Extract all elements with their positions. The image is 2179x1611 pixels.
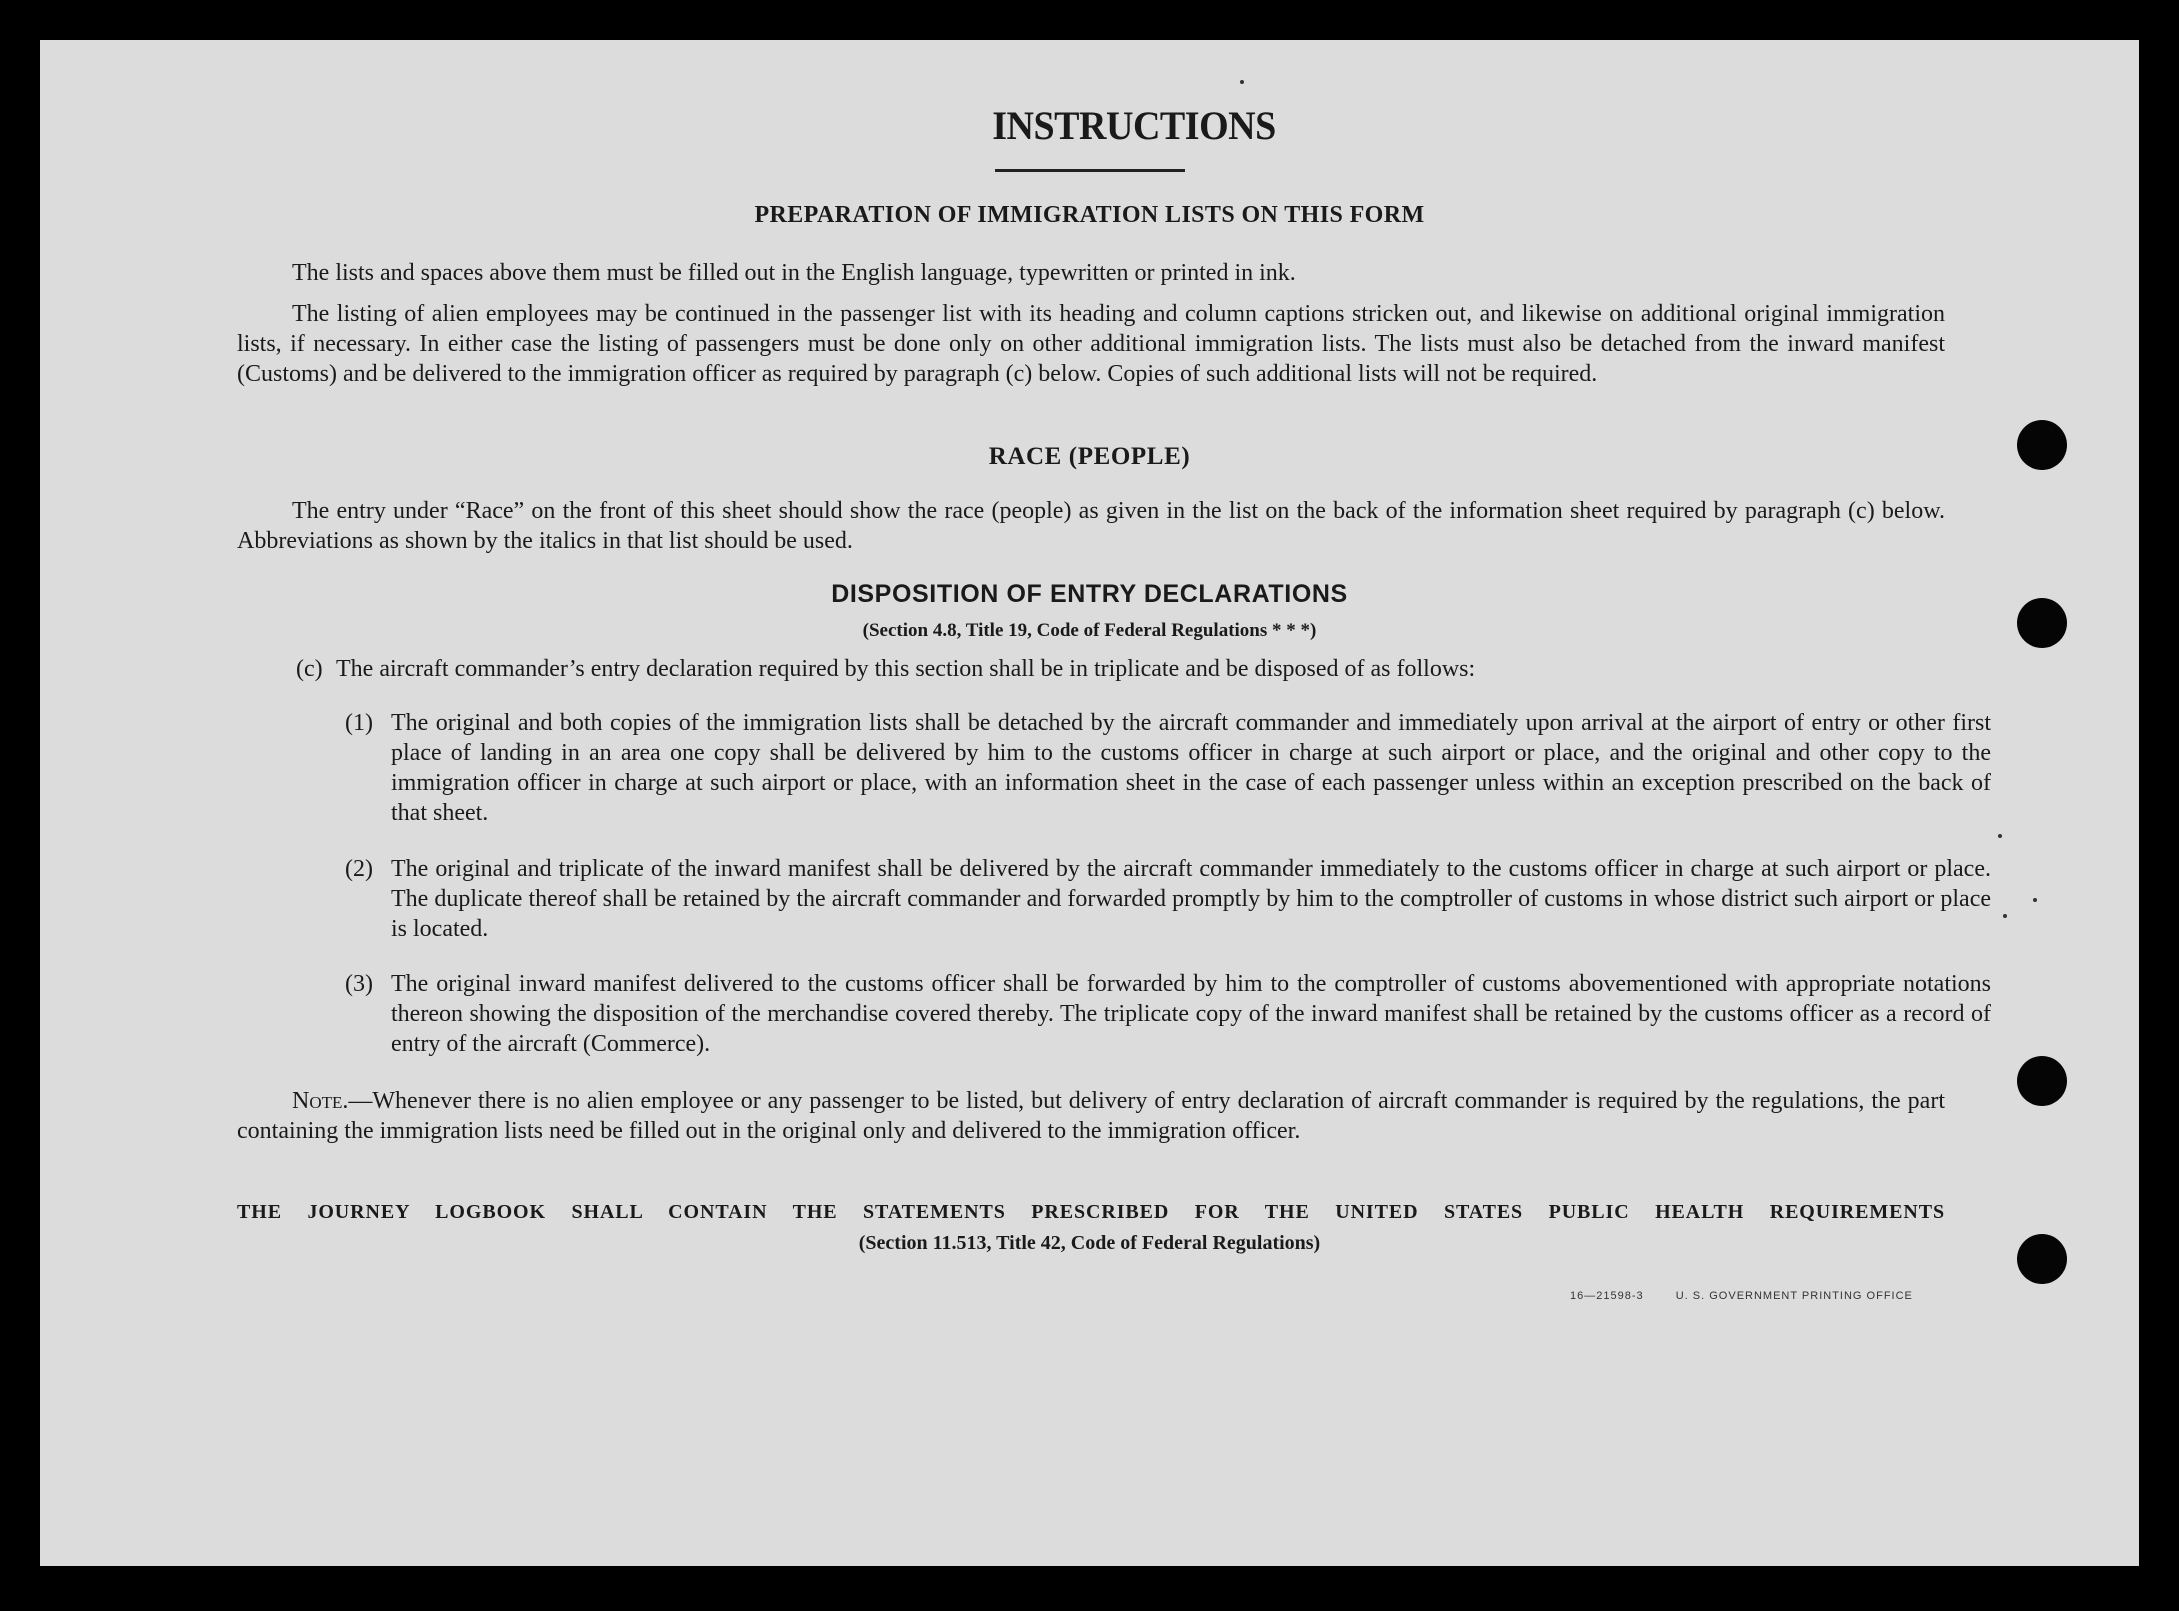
paragraph-alien-employees: The listing of alien employees may be continued in the passenger list with its heading and column captions stricken out, and likewise on additional original immigration lists, if necessary. In either case the listing of passengers must be done only on other additional immigration lists. The lists must also be detached from the inward manifest (Customs) and be delivered to the immigration officer as required by paragraph (c) below. Copies of such additional lists will not be required. <box>237 301 1945 387</box>
note-text: —Whenever there is no alien employee or any passenger to be listed, but delivery of entry declaration of aircraft commander is required by the regulations, the part containing the immigration lists need be filled out in the original only and delivered to the immigration officer. <box>237 1088 1945 1144</box>
section-heading-disposition: DISPOSITION OF ENTRY DECLARATIONS <box>831 580 1348 608</box>
list-item-text: The original and both copies of the immigration lists shall be detached by the aircraft commander and immediately upon arrival at the airport of entry or other first place of landing in an area one copy shall be delivered by him to the customs officer in charge at such airport or place, and the original and other copy to the immigration officer in charge at such airport or place, with an information sheet in the case of each passenger unless within an exception prescribed on the back of that sheet. <box>391 710 1991 826</box>
list-item-number: (1) <box>345 710 373 736</box>
paper-speck <box>1240 80 1244 84</box>
paragraph-c-text: The aircraft commander’s entry declaration required by this section shall be in triplicate and be disposed of as follows: <box>336 656 1476 682</box>
paragraph-race: The entry under “Race” on the front of this sheet should show the race (people) as given in the list on the back of the information sheet required by paragraph (c) below. Abbreviations as shown by the italics in that list should be used. <box>237 498 1945 554</box>
document-page <box>40 40 2139 1566</box>
title-underline <box>995 169 1185 172</box>
paragraph-c-label: (c) <box>296 656 323 682</box>
list-item-number: (2) <box>345 856 373 882</box>
paragraph-c <box>296 654 1896 684</box>
punch-hole <box>2017 420 2067 470</box>
punch-hole <box>2017 1056 2067 1106</box>
paper-speck <box>2003 914 2007 918</box>
list-item-1 <box>345 708 1991 828</box>
note-paragraph <box>237 1086 1945 1146</box>
list-item-3 <box>345 969 1991 1059</box>
list-item-2 <box>345 854 1991 944</box>
section-subheading-disposition: (Section 4.8, Title 19, Code of Federal Regulations * * *) <box>862 620 1317 641</box>
punch-hole <box>2017 1234 2067 1284</box>
paper-speck <box>2033 898 2037 902</box>
section-heading-race: RACE (PEOPLE) <box>988 443 1191 470</box>
list-item-number: (3) <box>345 971 373 997</box>
note-label: Note. <box>292 1088 349 1114</box>
paper-speck <box>1998 834 2002 838</box>
list-item-text: The original inward manifest delivered to the customs officer shall be forwarded by him to the comptroller of customs abovementioned with appropriate notations thereon showing the disposition of the merchandise covered thereby. The triplicate copy of the inward manifest shall be retained by the customs officer as a record of entry of the aircraft (Commerce). <box>391 971 1991 1057</box>
journey-logbook-statement: THE JOURNEY LOGBOOK SHALL CONTAIN THE STATEMENTS PRESCRIBED FOR THE UNITED STATES PUBLIC HEALTH REQUIREMENTS <box>237 1201 1945 1223</box>
paragraph-language: The lists and spaces above them must be filled out in the English language, typewritten or printed in ink. <box>292 260 1296 286</box>
printer-name: U. S. GOVERNMENT PRINTING OFFICE <box>1675 1290 1913 1302</box>
list-item-text: The original and triplicate of the inward manifest shall be delivered by the aircraft commander immediately to the customs officer in charge at such airport or place. The duplicate thereof shall be retained by the aircraft commander and forwarded promptly by him to the comptroller of customs in whose district such airport or place is located. <box>391 856 1991 942</box>
journey-logbook-citation: (Section 11.513, Title 42, Code of Federal Regulations) <box>858 1232 1321 1254</box>
page-title: INSTRUCTIONS <box>992 103 1276 148</box>
form-code: 16—21598-3 <box>1570 1290 1644 1302</box>
section-heading-preparation: PREPARATION OF IMMIGRATION LISTS ON THIS FORM <box>754 202 1425 228</box>
printing-office-imprint <box>1570 1290 1913 1302</box>
punch-hole <box>2017 598 2067 648</box>
